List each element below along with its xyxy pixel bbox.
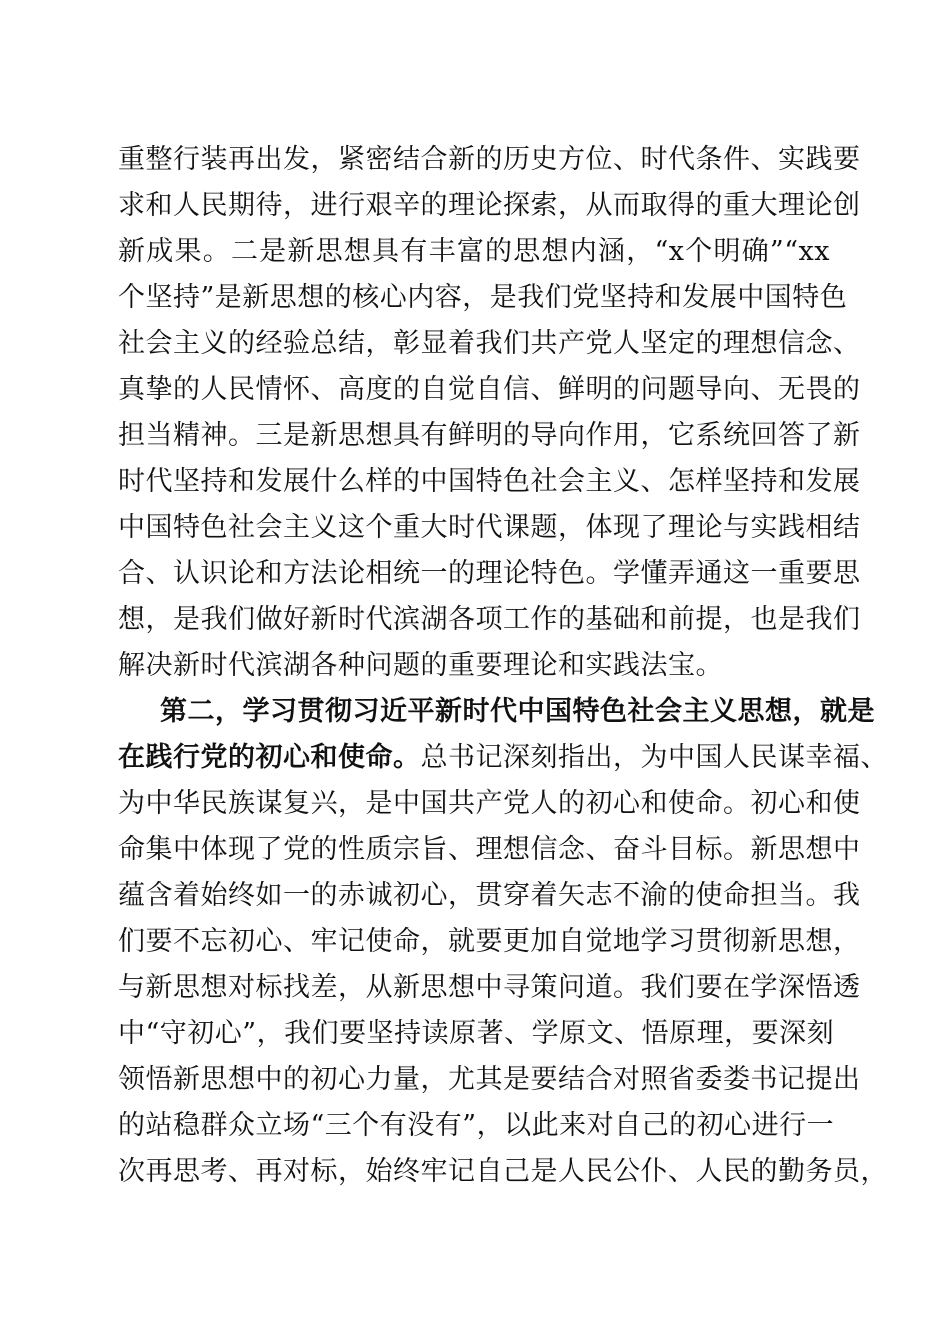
body-text-line: 求和人民期待，进行艰辛的理论探索，从而取得的重大理论创 bbox=[118, 190, 861, 221]
body-text-segment: 总书记深刻指出，为中国人民谋幸福、 bbox=[420, 742, 888, 773]
body-text-line: 新成果。二是新思想具有丰富的思想内涵，“x个明确”“xx bbox=[118, 236, 830, 267]
body-text-line: 解决新时代滨湖各种问题的重要理论和实践法宝。 bbox=[118, 650, 723, 681]
body-text-line: 领悟新思想中的初心力量，尤其是要结合对照省委娄书记提出 bbox=[118, 1064, 861, 1095]
body-text-line: 真挚的人民情怀、高度的自觉自信、鲜明的问题导向、无畏的 bbox=[118, 374, 861, 405]
body-text-line: 时代坚持和发展什么样的中国特色社会主义、怎样坚持和发展 bbox=[118, 466, 861, 497]
section-heading-line: 第二，学习贯彻习近平新时代中国特色社会主义思想，就是 bbox=[160, 696, 875, 727]
body-text-line: 们要不忘初心、牢记使命，就要更加自觉地学习贯彻新思想， bbox=[118, 926, 861, 957]
body-text-line: 为中华民族谋复兴，是中国共产党人的初心和使命。初心和使 bbox=[118, 788, 861, 819]
body-text-line: 的站稳群众立场“三个有没有”，以此来对自己的初心进行一 bbox=[118, 1110, 835, 1141]
body-text-line: 重整行装再出发，紧密结合新的历史方位、时代条件、实践要 bbox=[118, 144, 861, 175]
body-text-line: 与新思想对标找差，从新思想中寻策问道。我们要在学深悟透 bbox=[118, 972, 861, 1003]
body-text-line: 中“守初心”，我们要坚持读原著、学原文、悟原理，要深刻 bbox=[118, 1018, 835, 1049]
body-text-line: 次再思考、再对标，始终牢记自己是人民公仆、人民的勤务员， bbox=[118, 1156, 888, 1187]
body-text-line: 担当精神。三是新思想具有鲜明的导向作用，它系统回答了新 bbox=[118, 420, 861, 451]
body-text-line: 想，是我们做好新时代滨湖各项工作的基础和前提，也是我们 bbox=[118, 604, 861, 635]
body-text-line: 蕴含着始终如一的赤诚初心，贯穿着矢志不渝的使命担当。我 bbox=[118, 880, 861, 911]
body-text-line: 合、认识论和方法论相统一的理论特色。学懂弄通这一重要思 bbox=[118, 558, 861, 589]
body-text-line-mixed bbox=[118, 740, 888, 776]
section-heading-tail: 在践行党的初心和使命。 bbox=[118, 742, 421, 773]
body-text-line: 中国特色社会主义这个重大时代课题，体现了理论与实践相结 bbox=[118, 512, 861, 543]
body-text-line: 命集中体现了党的性质宗旨、理想信念、奋斗目标。新思想中 bbox=[118, 834, 861, 865]
body-text-line: 个坚持”是新思想的核心内容，是我们党坚持和发展中国特色 bbox=[118, 282, 848, 313]
body-text-line: 社会主义的经验总结，彰显着我们共产党人坚定的理想信念、 bbox=[118, 328, 861, 359]
